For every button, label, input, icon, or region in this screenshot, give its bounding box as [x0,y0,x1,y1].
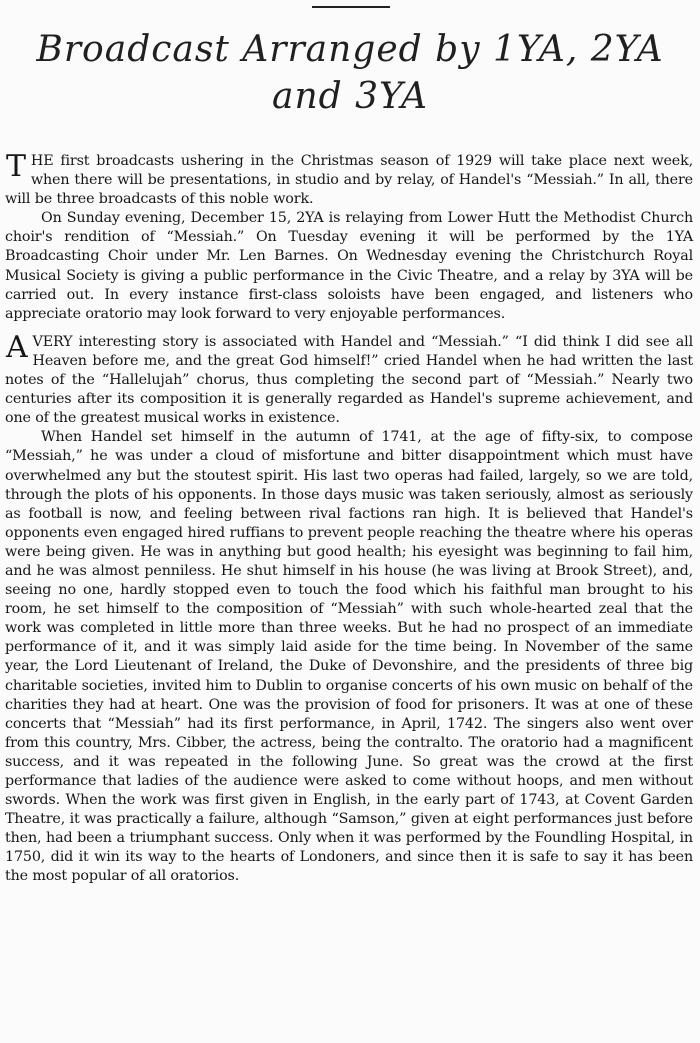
paragraph-intro-text: HE first broadcasts ushering in the Christmas season of 1929 will take place next week, when there will be presentations, in studio and by relay, of Handel's “Messiah.” In all, there will be three broadcasts of this noble work. [5,153,693,208]
paragraph-history: When Handel set himself in the autumn of 1741, at the age of fifty-six, to compose “Messiah,” he was under a cloud of misfortune and bitter disappointment which must have overwhelmed any but the stoutest spirit. His last two operas had failed, largely, so we are told, through the plots of his opponents. In those days music was taken seriously, almost as seriously as football is now, and feeling between rival factions ran high. It is believed that Handel's opponents even engaged hired ruffians to prevent people reaching the theatre where his operas were being given. He was in anything but good health; his eyesight was beginning to fail him, and he was almost penniless. He shut himself in his house (he was living at Brook Street), and, seeing no one, hardly stopped even to touch the food which his faithful man brought to his room, he set himself to the composition of “Messiah” with such whole-hearted zeal that the work was completed in little more than three weeks. But he had no prospect of an immediate performance of it, and it was simply laid aside for the time being. In November of the same year, the Lord Lieutenant of Ireland, the Duke of Devonshire, and the presidents of three big charitable societies, invited him to Dublin to organise concerts of his own music on behalf of the charities they had at heart. One was the provision of food for prisoners. It was at one of these concerts that “Messiah” had its first performance, in April, 1742. The singers also went over from this country, Mrs. Cibber, the actress, being the contralto. The oratorio had a magnificent success, and it was repeated in the following June. So great was the crowd at the first performance that ladies of the audience were asked to come without hoops, and men without swords. When the work was first given in English, in the early part of 1743, at Covent Garden Theatre, it was practically a failure, although “Samson,” given at eight performances just before then, had been a triumphant success. Only when it was performed by the Foundling Hospital, in 1750, did it win its way to the hearts of Londoners, and since then it is safe to say it has been the most popular of all oratorios. [5,429,693,885]
drop-cap-t: T [6,149,26,184]
section-gap [5,324,693,333]
top-rule-divider [312,6,390,8]
paragraph-story [5,329,693,428]
headline [20,26,680,120]
drop-cap-a: A [6,329,28,365]
paragraph-schedule: On Sunday evening, December 15, 2YA is relaying from Lower Hutt the Methodist Church choir's rendition of “Messiah.” On Tuesday evening it will be performed by the 1YA Broadcasting Choir under Mr. Len Barnes. On Wednesday evening the Christchurch Royal Musical Society is giving a public performance in the Civic Theatre, and a relay by 3YA will be carried out. In every instance first-class soloists have been engaged, and listeners who appreciate oratorio may look forward to very enjoyable performances. [5,210,693,322]
paragraph-intro [5,149,693,209]
article-body [5,149,693,887]
headline-line-2: and 3YA [271,76,428,117]
paragraph-story-text: VERY interesting story is associated with Handel and “Messiah.” “I did think I did see all Heaven before me, and the great God himself!” cried Handel when he had written the last notes of the “Hallelujah” chorus, thus completing the second part of “Messiah.” Nearly two centuries after its composition it is generally regarded as Handel's supreme achievement, and one of the greatest musical works in existence. [5,333,693,427]
headline-line-1: Broadcast Arranged by 1YA, 2YA [36,29,664,70]
